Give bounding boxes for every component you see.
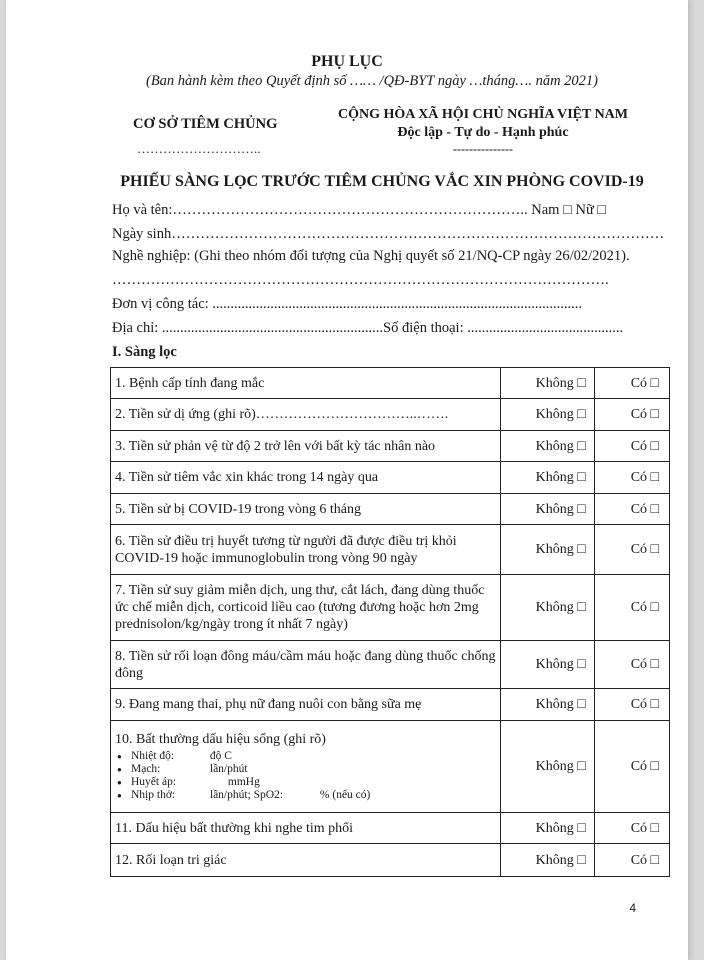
- checkbox-yes[interactable]: Có □: [594, 368, 669, 399]
- appendix-title: PHỤ LỤC: [311, 53, 383, 70]
- name-field[interactable]: Họ và tên:……………………………………………………………….. Nam □ Nữ □: [112, 202, 607, 218]
- motto-underline: ---------------: [453, 142, 513, 156]
- table-row: [111, 399, 670, 431]
- page-number: 4: [629, 901, 636, 915]
- question-text: 11. Dấu hiệu bất thường khi nghe tim phổi: [111, 813, 501, 844]
- checkbox-yes[interactable]: Có □: [594, 494, 669, 525]
- facility-label: CƠ SỞ TIÊM CHỦNG: [133, 116, 278, 132]
- checkbox-yes[interactable]: Có □: [594, 844, 669, 877]
- question-text: 7. Tiền sử suy giảm miễn dịch, ung thư, cắt lách, đang dùng thuốc ức chế miễn dịch, corticoid liều cao (tương đương hoặc hơn 2mg prednisolon/kg/ngày trong ít nhất 7 ngày): [111, 575, 501, 641]
- bullet-icon: ●: [117, 752, 122, 761]
- table-row: [111, 689, 670, 721]
- checkbox-no[interactable]: Không □: [501, 689, 594, 721]
- checkbox-no[interactable]: Không □: [501, 431, 594, 462]
- question-text: 9. Đang mang thai, phụ nữ đang nuôi con bằng sữa mẹ: [111, 689, 501, 721]
- occupation-blank[interactable]: ………………………………………………………………………………………….: [112, 272, 609, 288]
- checkbox-no[interactable]: Không □: [501, 721, 594, 813]
- checkbox-yes[interactable]: Có □: [594, 462, 669, 494]
- table-row: [111, 721, 670, 813]
- question-text: 3. Tiền sử phản vệ từ độ 2 trở lên với bất kỳ tác nhân nào: [111, 431, 501, 462]
- section-title: I. Sàng lọc: [112, 344, 177, 360]
- national-title: CỘNG HÒA XÃ HỘI CHỦ NGHĨA VIỆT NAM: [337, 107, 628, 122]
- screening-table: [110, 367, 670, 877]
- question-text: 6. Tiền sử điều trị huyết tương từ người đã được điều trị khỏi COVID-19 hoặc immunoglobulin trong vòng 90 ngày: [111, 525, 501, 575]
- table-row: [111, 525, 670, 575]
- table-row: [111, 368, 670, 399]
- vitals-cell: [111, 721, 501, 813]
- checkbox-yes[interactable]: Có □: [594, 525, 669, 575]
- vital-respiration[interactable]: ● Nhịp thở: lần/phút; SpO2: % (nếu có): [117, 789, 371, 801]
- question-text: 12. Rối loạn tri giác: [111, 844, 501, 877]
- vital-temperature[interactable]: ● Nhiệt độ: độ C: [117, 750, 232, 762]
- issuance-note: (Ban hành kèm theo Quyết định số …… /QĐ-BYT ngày …tháng…. năm 2021): [145, 73, 599, 89]
- national-motto: Độc lập - Tự do - Hạnh phúc: [397, 125, 569, 140]
- table-row: [111, 641, 670, 689]
- bullet-icon: ●: [117, 778, 122, 787]
- checkbox-yes[interactable]: Có □: [594, 575, 669, 641]
- form-title: PHIẾU SÀNG LỌC TRƯỚC TIÊM CHỦNG VẮC XIN PHÒNG COVID-19: [120, 173, 644, 190]
- bullet-icon: ●: [117, 765, 122, 774]
- dob-field[interactable]: Ngày sinh…………………………………………………………………………………………: [112, 226, 665, 242]
- vital-blood-pressure[interactable]: ● Huyết áp: mmHg: [117, 776, 260, 788]
- question-text: 10. Bất thường dấu hiệu sống (ghi rõ): [115, 732, 326, 747]
- checkbox-no[interactable]: Không □: [501, 494, 594, 525]
- facility-name-blank[interactable]: ………………………..: [137, 141, 261, 156]
- checkbox-yes[interactable]: Có □: [594, 813, 669, 844]
- question-text: 8. Tiền sử rối loạn đông máu/cầm máu hoặc đang dùng thuốc chống đông: [111, 641, 501, 689]
- document-page: [6, 0, 688, 960]
- vital-pulse[interactable]: ● Mạch: lần/phút: [117, 763, 248, 775]
- address-phone-field[interactable]: Địa chỉ: .............................................................Số điện thoại: ...........................................: [112, 320, 624, 336]
- checkbox-no[interactable]: Không □: [501, 368, 594, 399]
- checkbox-no[interactable]: Không □: [501, 399, 594, 431]
- bullet-icon: ●: [117, 791, 122, 800]
- table-row: [111, 813, 670, 844]
- checkbox-yes[interactable]: Có □: [594, 641, 669, 689]
- question-text: 2. Tiền sử dị ứng (ghi rõ)……………………………..…….: [111, 399, 501, 431]
- table-row: [111, 494, 670, 525]
- vitals-list: [115, 750, 496, 802]
- question-text: 1. Bệnh cấp tính đang mắc: [111, 368, 501, 399]
- table-row: [111, 844, 670, 877]
- checkbox-no[interactable]: Không □: [501, 813, 594, 844]
- checkbox-yes[interactable]: Có □: [594, 689, 669, 721]
- checkbox-yes[interactable]: Có □: [594, 431, 669, 462]
- table-row: [111, 462, 670, 494]
- checkbox-no[interactable]: Không □: [501, 641, 594, 689]
- checkbox-no[interactable]: Không □: [501, 844, 594, 877]
- checkbox-yes[interactable]: Có □: [594, 721, 669, 813]
- question-text: 4. Tiền sử tiêm vắc xin khác trong 14 ngày qua: [111, 462, 501, 494]
- occupation-field[interactable]: Nghề nghiệp: (Ghi theo nhóm đối tượng của Nghị quyết số 21/NQ-CP ngày 26/02/2021).: [112, 248, 630, 264]
- table-row: [111, 575, 670, 641]
- table-row: [111, 431, 670, 462]
- checkbox-no[interactable]: Không □: [501, 462, 594, 494]
- question-text: 5. Tiền sử bị COVID-19 trong vòng 6 tháng: [111, 494, 501, 525]
- checkbox-yes[interactable]: Có □: [594, 399, 669, 431]
- checkbox-no[interactable]: Không □: [501, 575, 594, 641]
- workplace-field[interactable]: Đơn vị công tác: ......................................................................................................: [112, 296, 583, 312]
- checkbox-no[interactable]: Không □: [501, 525, 594, 575]
